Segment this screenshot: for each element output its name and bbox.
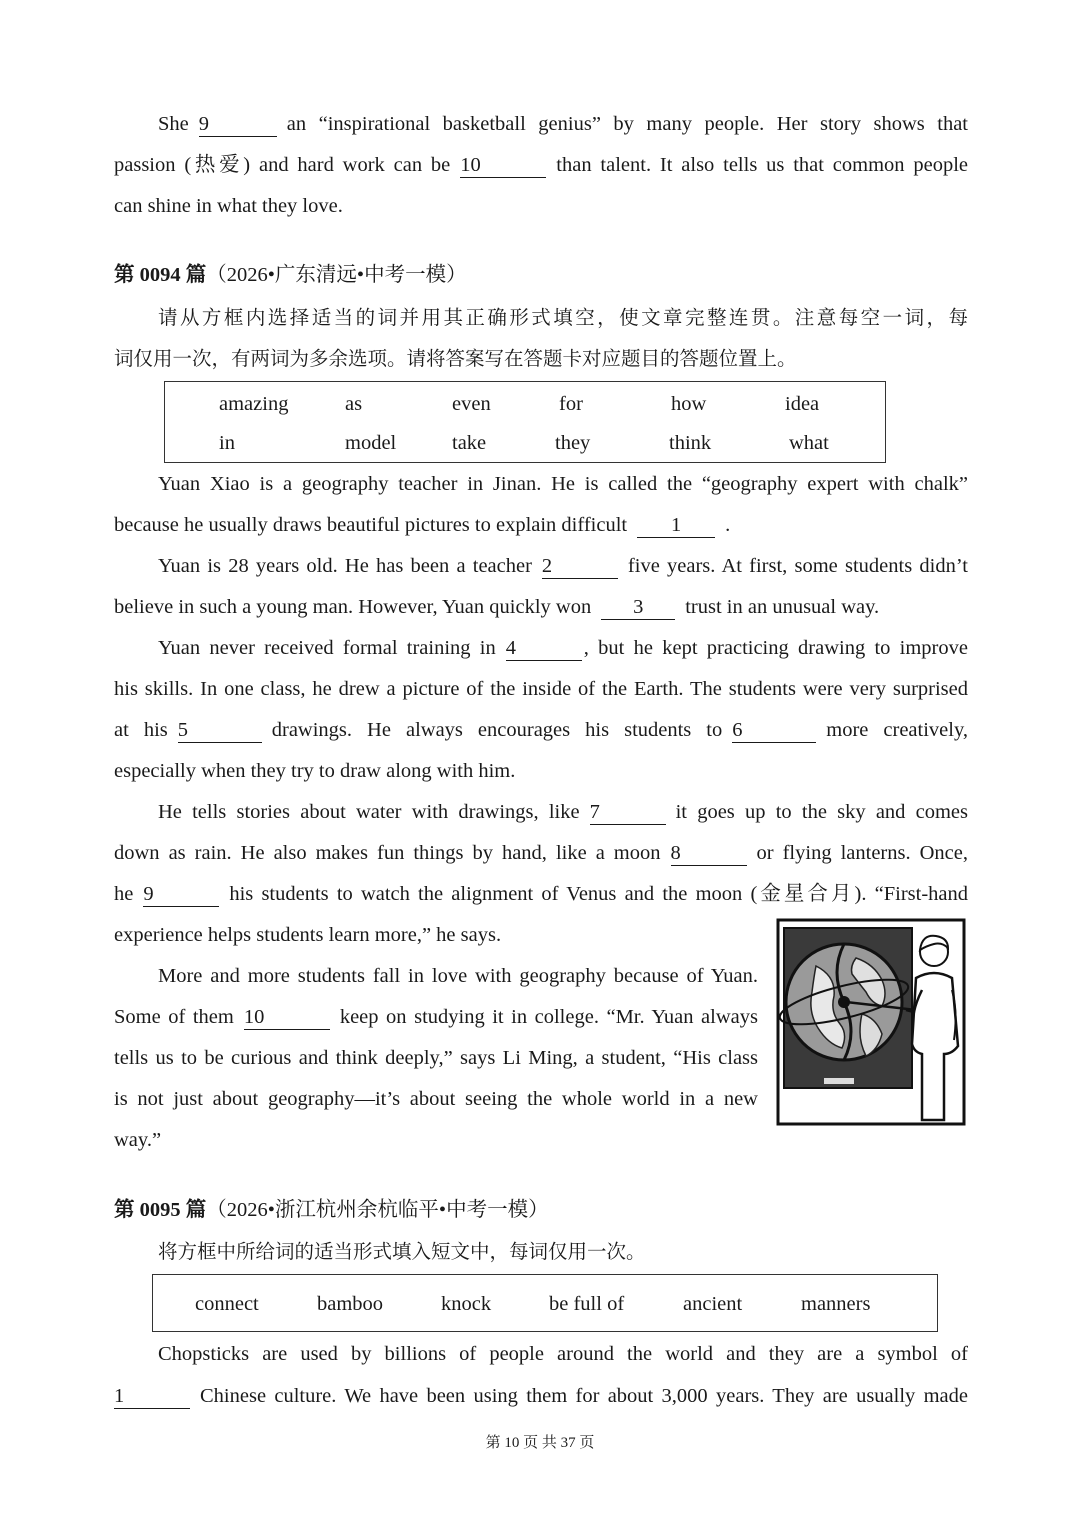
text-line: 1 Chinese culture. We have been using them for about 3,000 years. They are usually made: [114, 1385, 968, 1407]
text-line: experience helps students learn more,” he says.: [114, 924, 502, 946]
word-bank-box: [164, 381, 886, 463]
text-line: Yuan Xiao is a geography teacher in Jinan. He is called the “geography expert with chalk”: [158, 473, 968, 495]
text-line: he 9 his students to watch the alignment of Venus and the moon (金星合月). “First-hand: [114, 883, 968, 905]
answer-blank[interactable]: 7: [590, 800, 666, 825]
instruction-text: 请从方框内选择适当的词并用其正确形式填空，使文章完整连贯。注意每空一词，每: [158, 306, 968, 329]
instruction-text: 将方框中所给词的适当形式填入短文中，每词仅用一次。: [158, 1240, 646, 1263]
text-line: is not just about geography—it’s about seeing the whole world in a new: [114, 1088, 758, 1110]
word-bank-item: how: [671, 393, 707, 415]
text-line: He tells stories about water with drawings, like 7 it goes up to the sky and comes: [158, 801, 968, 823]
answer-blank[interactable]: 9: [143, 882, 219, 907]
answer-blank[interactable]: 5: [178, 718, 262, 743]
word-bank-item: even: [452, 393, 491, 415]
text-line: can shine in what they love.: [114, 195, 343, 217]
section-heading: 第 0095 篇（2026•浙江杭州余杭临平•中考一模）: [114, 1199, 549, 1221]
word-bank-item: take: [452, 432, 487, 454]
text-line: way.”: [114, 1129, 162, 1151]
answer-blank[interactable]: 8: [671, 841, 747, 866]
word-bank-item: think: [669, 432, 712, 454]
word-bank-box: [152, 1274, 938, 1332]
text-line: Chopsticks are used by billions of people around the world and they are a symbol of: [158, 1343, 968, 1365]
word-bank-item: bamboo: [317, 1293, 384, 1315]
answer-blank[interactable]: 9: [199, 112, 277, 137]
answer-blank[interactable]: 10: [460, 153, 546, 178]
text-line: believe in such a young man. However, Yuan quickly won 3 trust in an unusual way.: [114, 596, 880, 618]
answer-blank[interactable]: 3: [601, 595, 675, 620]
word-bank-item: for: [559, 393, 583, 415]
word-bank-item: amazing: [219, 393, 289, 415]
teacher-globe-illustration: [776, 918, 966, 1126]
text-line: passion (热爱) and hard work can be 10 than talent. It also tells us that common people: [114, 154, 968, 176]
text-line: Yuan never received formal training in 4 , but he kept practicing drawing to improve: [158, 637, 968, 659]
word-bank-item: what: [789, 432, 829, 454]
text-line: especially when they try to draw along with him.: [114, 760, 516, 782]
text-line: Some of them 10 keep on studying it in college. “Mr. Yuan always: [114, 1006, 758, 1028]
text-line: More and more students fall in love with geography because of Yuan.: [158, 965, 758, 987]
page-footer: 第 10 页 共 37 页: [485, 1435, 595, 1451]
word-bank-item: manners: [801, 1293, 871, 1315]
word-bank-item: be full of: [549, 1293, 625, 1315]
instruction-text: 词仅用一次，有两词为多余选项。请将答案写在答题卡对应题目的答题位置上。: [114, 347, 797, 370]
word-bank-item: knock: [441, 1293, 492, 1315]
text-line: tells us to be curious and think deeply,” says Li Ming, a student, “His class: [114, 1047, 758, 1069]
word-bank-item: idea: [785, 393, 820, 415]
answer-blank[interactable]: 1: [637, 513, 715, 538]
text-line: Yuan is 28 years old. He has been a teacher 2 five years. At first, some students didn’t: [158, 555, 968, 577]
answer-blank[interactable]: 1: [114, 1384, 190, 1409]
word-bank-item: connect: [195, 1293, 259, 1315]
text-line: his skills. In one class, he drew a picture of the inside of the Earth. The students were very surprised: [114, 678, 968, 700]
section-heading: 第 0094 篇（2026•广东清远•中考一模）: [114, 264, 467, 286]
answer-blank[interactable]: 2: [542, 554, 618, 579]
word-bank-item: model: [345, 432, 397, 454]
word-bank-item: as: [345, 393, 363, 415]
word-bank-item: in: [219, 432, 235, 454]
text-line: because he usually draws beautiful pictures to explain difficult 1 .: [114, 514, 731, 536]
text-line: She 9 an “inspirational basketball genius” by many people. Her story shows that: [158, 113, 968, 135]
text-line: at his 5 drawings. He always encourages his students to 6 more creatively,: [114, 719, 969, 741]
text-line: down as rain. He also makes fun things by hand, like a moon 8 or flying lanterns. Once,: [114, 842, 968, 864]
answer-blank[interactable]: 4: [506, 636, 582, 661]
answer-blank[interactable]: 10: [244, 1005, 330, 1030]
word-bank-item: ancient: [683, 1293, 743, 1315]
answer-blank[interactable]: 6: [732, 718, 816, 743]
word-bank-item: they: [555, 432, 591, 454]
